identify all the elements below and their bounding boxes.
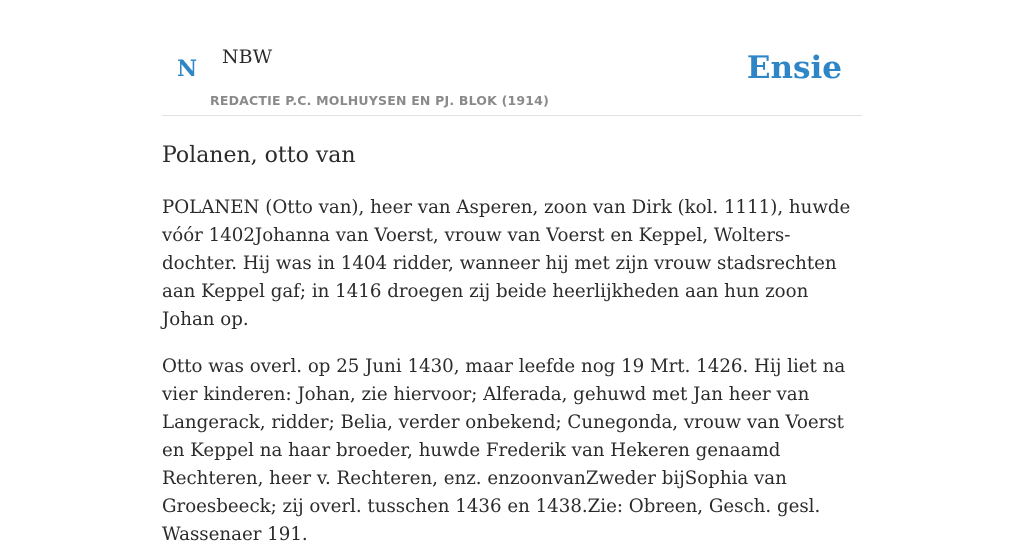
brand-logo[interactable]: Ensie	[746, 50, 842, 86]
page	[162, 0, 862, 549]
source-logo-icon[interactable]: N	[177, 56, 198, 82]
article-paragraph: POLANEN (Otto van), heer van Asperen, zoon van Dirk (kol. 1111), huwde vóór 1402Johanna van Voerst, vrouw van Voerst en Keppel, Wolters-dochter. Hij was in 1404 ridder, wanneer hij met zijn vrouw stadsrechten aan Keppel gaf; in 1416 droegen zij beide heerlijkheden aan hun zoon Johan op.	[162, 197, 851, 330]
header	[162, 0, 862, 116]
source-name[interactable]: NBW	[222, 46, 273, 68]
article-title: Polanen, otto van	[162, 143, 356, 168]
source-subtitle: REDACTIE P.C. MOLHUYSEN EN PJ. BLOK (1914)	[210, 93, 549, 108]
article-paragraph: Otto was overl. op 25 Juni 1430, maar leefde nog 19 Mrt. 1426. Hij liet na vier kinderen: Johan, zie hiervoor; Alferada, gehuwd met Jan heer van Langerack, ridder; Belia, verder onbekend; Cunegonda, vrouw van Voerst en Keppel na haar broeder, huwde Frederik van Hekeren genaamd Rechteren, heer v. Rechteren, enz. enzoonvanZweder bijSophia van Groesbeeck; zij overl. tusschen 1436 en 1438.Zie: Obreen, Gesch. gesl. Wassenaer 191.	[162, 356, 846, 545]
